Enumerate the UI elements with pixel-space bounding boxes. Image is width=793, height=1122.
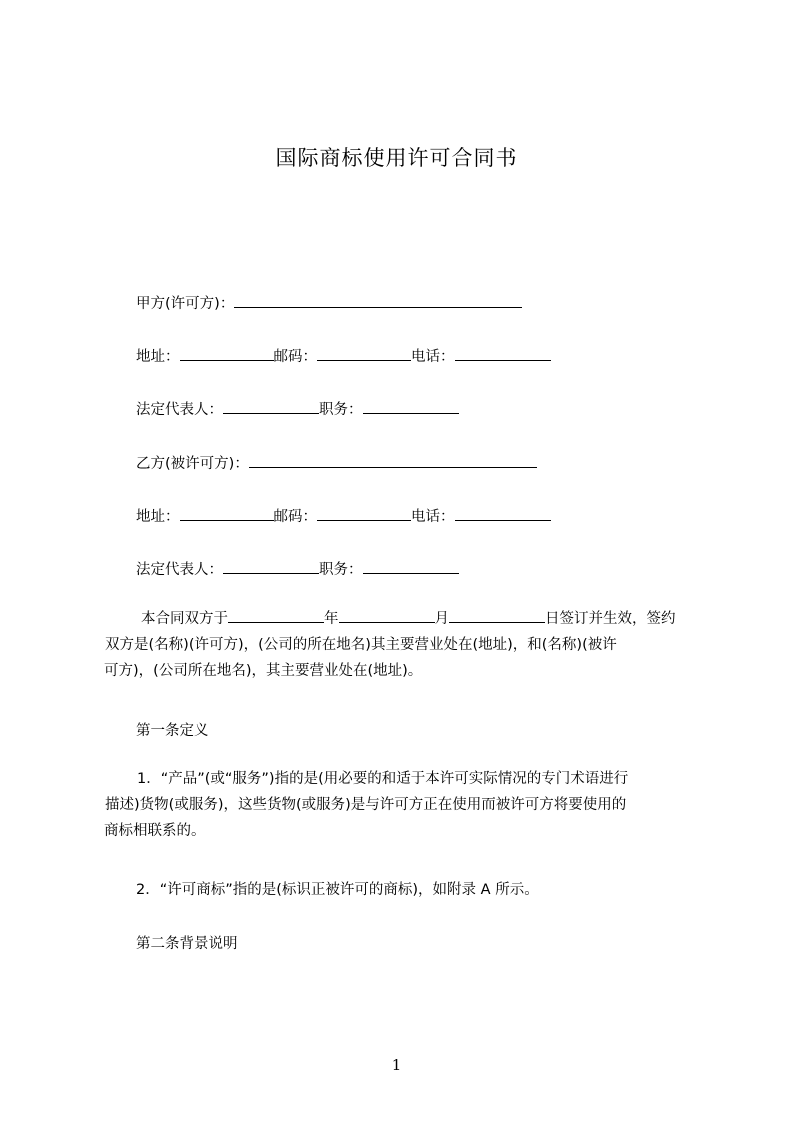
item-1-line-3: 商标相联系的。	[104, 823, 206, 839]
item-1-line-1: 1．“产品”(或“服务”)指的是(用必要的和适于本许可实际情况的专门术语进行	[137, 771, 629, 787]
party-a-phone-label: 电话：	[411, 349, 455, 365]
party-a-contact-line	[136, 345, 551, 366]
article-2-heading: 第二条背景说明	[136, 936, 238, 952]
party-a-rep-blank[interactable]	[223, 398, 319, 414]
party-b-rep-line	[136, 558, 459, 579]
party-b-position-label: 职务：	[319, 562, 363, 578]
party-a-phone-blank[interactable]	[455, 345, 551, 361]
party-b-address-label: 地址：	[136, 509, 180, 525]
party-a-address-blank[interactable]	[180, 345, 274, 361]
article-1-item-1	[104, 766, 716, 844]
party-a-rep-label: 法定代表人：	[136, 402, 223, 418]
intro-date-blank-3[interactable]	[449, 607, 545, 623]
party-a-position-label: 职务：	[319, 402, 363, 418]
intro-line-3: 可方)，(公司所在地名)，其主要营业处在(地址)。	[104, 663, 423, 679]
party-b-postcode-label: 邮码：	[273, 509, 317, 525]
intro-year-label: 年	[324, 611, 339, 627]
party-a-name-line	[136, 292, 522, 313]
intro-line-2: 双方是(名称)(许可方)，(公司的所在地名)其主要营业处在(地址)，和(名称)(被许	[105, 637, 617, 653]
party-b-name-blank[interactable]	[249, 452, 537, 468]
party-a-label: 甲方(许可方)：	[136, 296, 235, 312]
document-title: 国际商标使用许可合同书	[275, 146, 518, 170]
intro-month-label: 月	[434, 611, 449, 627]
intro-line-1	[104, 606, 716, 632]
party-a-rep-line	[136, 398, 459, 419]
party-b-address-blank[interactable]	[180, 505, 274, 521]
party-b-position-blank[interactable]	[363, 558, 459, 574]
party-b-phone-blank[interactable]	[455, 505, 551, 521]
intro-date-blank-1[interactable]	[228, 607, 324, 623]
party-b-rep-blank[interactable]	[223, 558, 319, 574]
party-b-contact-line	[136, 505, 551, 526]
party-a-position-blank[interactable]	[363, 398, 459, 414]
party-a-postcode-blank[interactable]	[317, 345, 411, 361]
item-1-line-2: 描述)货物(或服务)，这些货物(或服务)是与许可方正在使用而被许可方将要使用的	[105, 797, 627, 813]
party-a-address-label: 地址：	[136, 349, 180, 365]
party-b-label: 乙方(被许可方)：	[136, 456, 249, 472]
party-a-postcode-label: 邮码：	[273, 349, 317, 365]
article-1-item-2: 2．“许可商标”指的是(标识正被许可的商标)，如附录 A 所示。	[136, 882, 539, 898]
intro-text-a: 本合同双方于	[141, 611, 228, 627]
party-b-phone-label: 电话：	[411, 509, 455, 525]
intro-date-blank-2[interactable]	[339, 607, 435, 623]
party-b-postcode-blank[interactable]	[317, 505, 411, 521]
article-1-heading: 第一条定义	[136, 723, 209, 739]
page-number: 1	[391, 1056, 402, 1074]
intro-text-b: 日签订并生效，签约	[545, 611, 676, 627]
party-b-name-line	[136, 452, 537, 473]
party-a-name-blank[interactable]	[234, 292, 522, 308]
intro-paragraph	[104, 606, 716, 684]
party-b-rep-label: 法定代表人：	[136, 562, 223, 578]
